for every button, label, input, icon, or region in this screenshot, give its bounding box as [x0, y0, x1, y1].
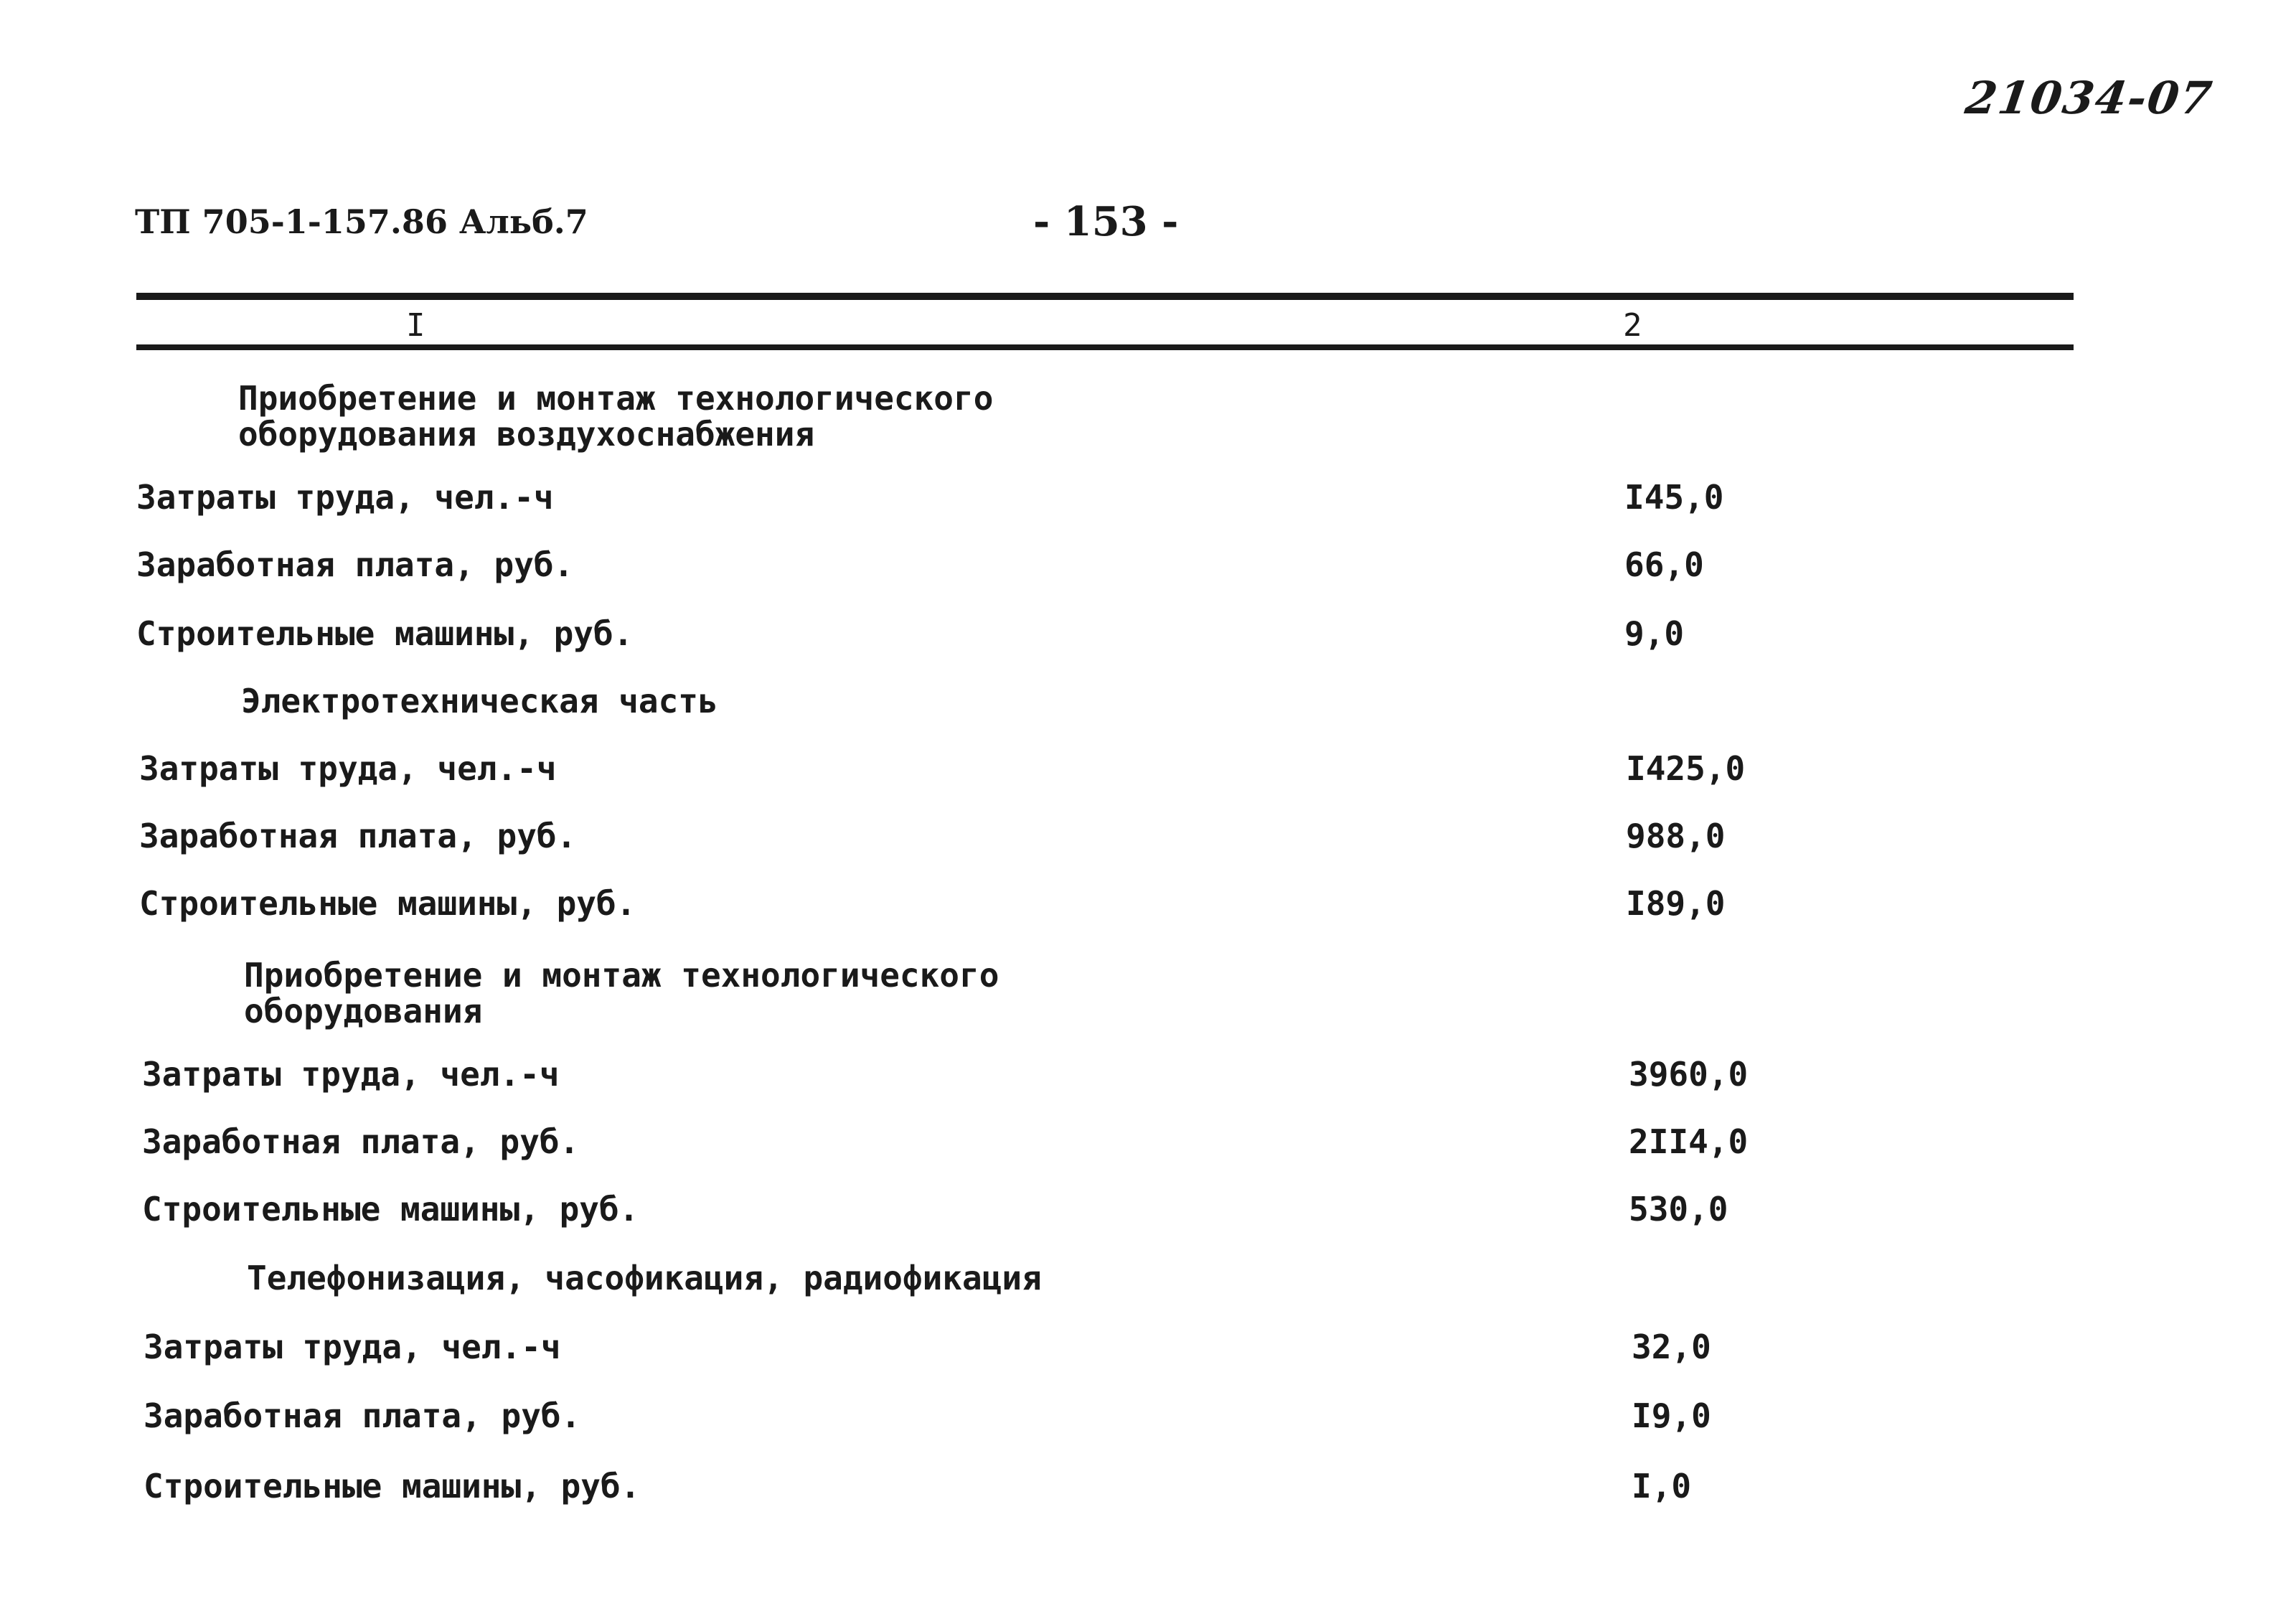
row-label: Заработная плата, руб. [142, 1122, 580, 1161]
section-heading-line: Приобретение и монтаж технологического [244, 956, 999, 995]
row-label: Затраты труда, чел.-ч [142, 1055, 560, 1094]
row-label: Заработная плата, руб. [136, 545, 574, 584]
table-top-rule [136, 293, 2074, 300]
row-label: Заработная плата, руб. [139, 817, 577, 855]
row-value: 9,0 [1624, 614, 1685, 653]
row-value: 66,0 [1624, 545, 1704, 584]
row-value: I,0 [1632, 1467, 1692, 1506]
section-heading [241, 683, 718, 719]
row-label: Затраты труда, чел.-ч [144, 1328, 561, 1366]
section-heading-line: Электротехническая часть [241, 682, 718, 720]
row-label: Затраты труда, чел.-ч [136, 478, 554, 517]
document-code: ТП 705-1-157.86 Альб.7 [135, 202, 588, 241]
table-header-rule [136, 344, 2074, 350]
row-label: Строительные машины, руб. [142, 1190, 639, 1229]
section-heading [244, 957, 999, 1029]
row-value: I425,0 [1626, 749, 1746, 788]
row-label: Затраты труда, чел.-ч [139, 749, 557, 788]
row-label: Строительные машины, руб. [144, 1467, 641, 1506]
column-header-2: 2 [1623, 307, 1642, 344]
archive-stamp: 21034-07 [1962, 72, 2216, 124]
row-value: 2II4,0 [1629, 1122, 1749, 1161]
page-number: - 153 - [1033, 198, 1179, 245]
row-value: I89,0 [1626, 884, 1726, 923]
row-value: 3960,0 [1629, 1055, 1749, 1094]
row-label: Строительные машины, руб. [136, 614, 634, 653]
section-heading-line: Приобретение и монтаж технологического [238, 379, 994, 418]
row-value: I9,0 [1632, 1396, 1711, 1435]
row-value: 530,0 [1629, 1190, 1728, 1229]
section-heading-line: Телефонизация, часофикация, радиофикация [247, 1259, 1042, 1297]
section-heading-line: оборудования [244, 992, 483, 1030]
row-value: I45,0 [1624, 478, 1724, 517]
section-heading [247, 1260, 1042, 1296]
section-heading-line: оборудования воздухоснабжения [238, 415, 815, 454]
row-label: Строительные машины, руб. [139, 884, 636, 923]
row-value: 988,0 [1626, 817, 1726, 855]
row-value: 32,0 [1632, 1328, 1711, 1366]
row-label: Заработная плата, руб. [144, 1396, 581, 1435]
column-header-1: I [406, 307, 425, 344]
section-heading [238, 380, 993, 452]
